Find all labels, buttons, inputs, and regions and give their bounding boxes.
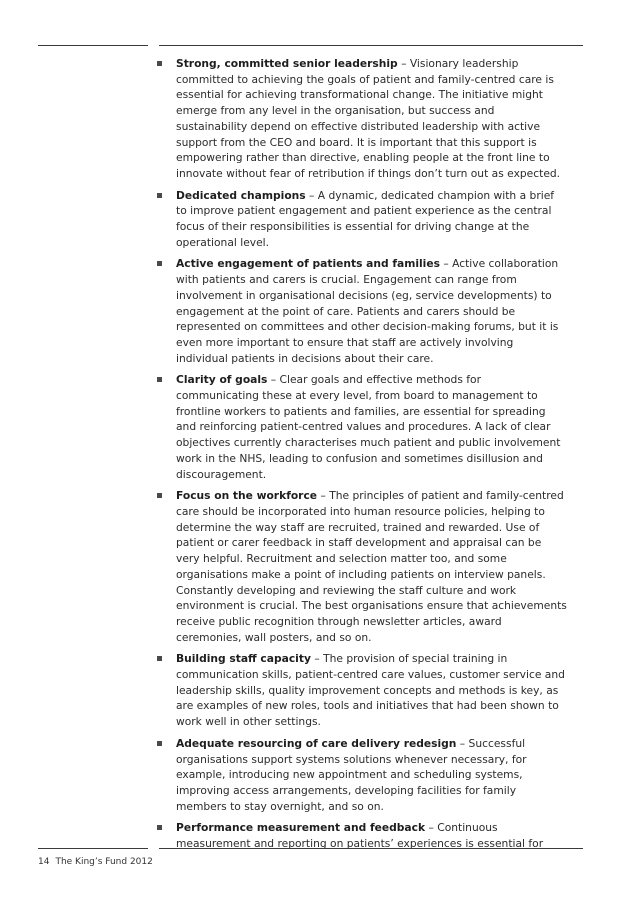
bullet-text: Continuous measurement and reporting on patients’ experiences is essential for: [176, 821, 544, 851]
bullet-dash: –: [317, 489, 330, 503]
bullet-dash: –: [439, 257, 453, 271]
bullet-item: [157, 736, 567, 815]
bullet-term: Dedicated champions: [176, 188, 306, 202]
bullet-text: Active collaboration with patients and carers is crucial. Engagement can range from involvement in organisational decisions (eg, service developments) to engagement at the point of care. Patients and carers should be represented on committees and other decision-making forums, but it is even more important to ensure that staff are actively involving individual patients in decisions about their care.: [176, 257, 559, 365]
header-rule-left: [38, 45, 148, 46]
square-bullet-icon: [157, 377, 162, 382]
page-footer: [38, 857, 153, 867]
bullet-list: [157, 56, 567, 858]
bullet-text: The principles of patient and family-centred care should be incorporated into human resource policies, helping to determine the way staff are recruited, trained and rewarded. Use of patient or carer feedback in staff development and appraisal can be very helpful. Recruitment and selection matter too, and some organisations make a point of including patients on interview panels. Constantly developing and reviewing the staff culture and work environment is crucial. The best organisations ensure that achievements receive public recognition through newsletter articles, award ceremonies, wall posters, and so on.: [176, 489, 567, 644]
bullet-item: [157, 488, 567, 645]
bullet-text: The provision of special training in communication skills, patient-centred care values, customer service and leadership skills, quality improvement concepts and methods is key, as are examples of new roles, tools and initiatives that had been shown to work well in other settings.: [176, 652, 565, 729]
square-bullet-icon: [157, 656, 162, 661]
square-bullet-icon: [157, 261, 162, 266]
square-bullet-icon: [157, 825, 162, 830]
page-number: 14: [38, 857, 50, 867]
publisher-credit: The King’s Fund 2012: [55, 857, 153, 867]
square-bullet-icon: [157, 493, 162, 498]
bullet-dash: –: [310, 652, 324, 666]
bullet-text: Visionary leadership committed to achieving the goals of patient and family-centred care is essential for achieving transformational change. The initiative might emerge from any level in the organisation, but success and sustainability depend on effective distributed leadership with active support from the CEO and board. It is important that this support is empowering rather than directive, enabling people at the front line to innovate without fear of retribution if things don’t turn out as expected.: [176, 57, 561, 180]
bullet-item: [157, 372, 567, 482]
bullet-term: Clarity of goals: [176, 373, 268, 387]
bullet-term: Active engagement of patients and families: [176, 257, 440, 271]
bullet-dash: –: [267, 373, 280, 387]
footer-rule-right: [159, 848, 583, 849]
bullet-term: Adequate resourcing of care delivery redesign: [176, 736, 457, 750]
bullet-text: A dynamic, dedicated champion with a brief to improve patient engagement and patient experience as the central focus of their responsibilities is essential for driving change at the operational level.: [176, 188, 555, 249]
square-bullet-icon: [157, 193, 162, 198]
footer-rule-left: [38, 848, 148, 849]
bullet-dash: –: [397, 57, 410, 70]
bullet-term: Performance measurement and feedback: [176, 821, 426, 835]
header-rule-right: [159, 45, 583, 46]
bullet-item: [157, 651, 567, 730]
bullet-term: Strong, committed senior leadership: [176, 57, 398, 70]
square-bullet-icon: [157, 741, 162, 746]
bullet-item: [157, 188, 567, 251]
bullet-term: Building staff capacity: [176, 652, 311, 666]
bullet-item: [157, 56, 567, 182]
bullet-term: Focus on the workforce: [176, 489, 318, 503]
square-bullet-icon: [157, 61, 162, 66]
bullet-text: Successful organisations support systems solutions whenever necessary, for example, introducing new appointment and scheduling systems, improving access arrangements, developing facilities for family members to stay overnight, and so on.: [176, 736, 527, 813]
bullet-text: Clear goals and effective methods for communicating these at every level, from board to management to frontline workers to patients and families, are essential for spreading and reinforcing patient-centred values and procedures. A lack of clear objectives currently characterises much patient and public involvement work in the NHS, leading to confusion and sometimes disillusion and discouragement.: [176, 373, 561, 481]
bullet-dash: –: [425, 821, 438, 835]
bullet-dash: –: [456, 736, 469, 750]
bullet-dash: –: [305, 188, 318, 202]
bullet-item: [157, 256, 567, 366]
